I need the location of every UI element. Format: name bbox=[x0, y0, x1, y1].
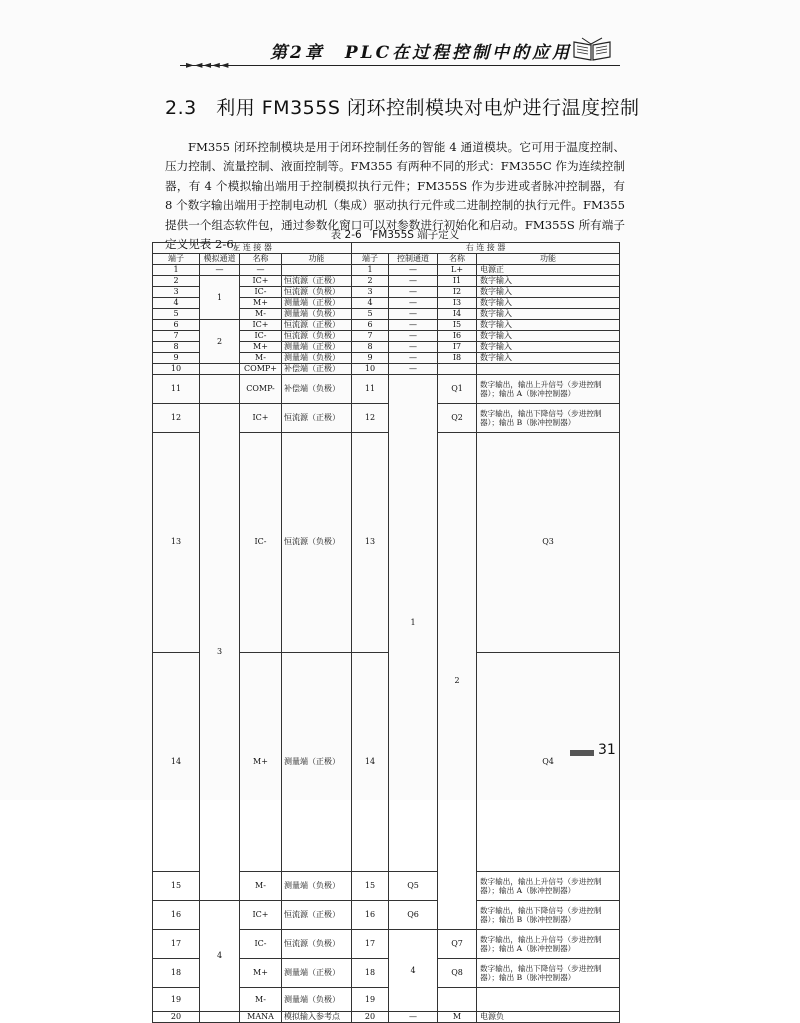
right-name-cell: I3 bbox=[438, 298, 477, 309]
right-control-channel-cell: — bbox=[389, 276, 438, 287]
right-control-channel-cell: — bbox=[389, 1012, 438, 1023]
left-function-cell: 恒流源（负极） bbox=[282, 433, 352, 653]
table-row bbox=[153, 901, 620, 930]
col-header-function: 功能 bbox=[477, 254, 620, 265]
right-name-cell: I7 bbox=[438, 342, 477, 353]
right-pin-cell: 19 bbox=[352, 988, 389, 1012]
right-name-cell: I8 bbox=[438, 353, 477, 364]
col-header-analog-channel: 模拟通道 bbox=[200, 254, 240, 265]
left-name-cell: M- bbox=[240, 988, 282, 1012]
left-connector-header: 左 连 接 器 bbox=[153, 243, 352, 254]
right-control-channel-cell: — bbox=[389, 309, 438, 320]
left-name-cell: IC+ bbox=[240, 404, 282, 433]
left-analog-channel-cell: 4 bbox=[200, 901, 240, 1012]
left-function-cell: 测量端（正极） bbox=[282, 652, 352, 872]
right-name-cell: Q6 bbox=[389, 901, 438, 930]
right-function-cell: 数字输入 bbox=[477, 276, 620, 287]
left-analog-channel-cell bbox=[200, 375, 240, 404]
table-row bbox=[153, 404, 620, 433]
pin-definition-table bbox=[152, 242, 620, 1023]
right-function-cell: 数字输入 bbox=[477, 298, 620, 309]
left-pin-cell: 15 bbox=[153, 872, 200, 901]
right-pin-cell: 6 bbox=[352, 320, 389, 331]
table-row bbox=[153, 276, 620, 287]
right-name-cell: Q7 bbox=[438, 930, 477, 959]
left-pin-cell: 20 bbox=[153, 1012, 200, 1023]
left-analog-channel-cell bbox=[200, 1012, 240, 1023]
right-pin-cell: 17 bbox=[352, 930, 389, 959]
table-row bbox=[153, 364, 620, 375]
left-function-cell: 补偿端（正极） bbox=[282, 364, 352, 375]
right-name-cell: Q2 bbox=[438, 404, 477, 433]
right-control-channel-cell: 2 bbox=[438, 433, 477, 930]
left-pin-cell: 3 bbox=[153, 287, 200, 298]
left-function-cell: 恒流源（正极） bbox=[282, 404, 352, 433]
left-name-cell: IC+ bbox=[240, 276, 282, 287]
right-pin-cell: 8 bbox=[352, 342, 389, 353]
running-header bbox=[180, 38, 620, 62]
right-pin-cell: 2 bbox=[352, 276, 389, 287]
left-function-cell bbox=[282, 265, 352, 276]
page-number-bar bbox=[570, 750, 594, 756]
left-function-cell: 测量端（负极） bbox=[282, 309, 352, 320]
left-analog-channel-cell: — bbox=[200, 265, 240, 276]
table-row bbox=[153, 265, 620, 276]
left-name-cell: — bbox=[240, 265, 282, 276]
left-name-cell: M+ bbox=[240, 342, 282, 353]
right-function-cell: 电源负 bbox=[477, 1012, 620, 1023]
right-pin-cell: 20 bbox=[352, 1012, 389, 1023]
col-header-name: 名称 bbox=[240, 254, 282, 265]
right-function-cell: 数字输入 bbox=[477, 309, 620, 320]
right-name-cell: Q1 bbox=[438, 375, 477, 404]
right-output-description-cell: 数字输出，输出下降信号（步进控制器）；输出 B（脉冲控制器） bbox=[477, 959, 620, 988]
left-function-cell: 恒流源（负极） bbox=[282, 331, 352, 342]
left-pin-cell: 11 bbox=[153, 375, 200, 404]
right-name-cell bbox=[438, 988, 477, 1012]
left-name-cell: IC+ bbox=[240, 320, 282, 331]
table-row bbox=[153, 1012, 620, 1023]
left-name-cell: MANA bbox=[240, 1012, 282, 1023]
right-pin-cell: 1 bbox=[352, 265, 389, 276]
right-connector-header: 右 连 接 器 bbox=[352, 243, 620, 254]
right-control-channel-cell: — bbox=[389, 353, 438, 364]
right-name-cell: L+ bbox=[438, 265, 477, 276]
left-pin-cell: 16 bbox=[153, 901, 200, 930]
left-pin-cell: 9 bbox=[153, 353, 200, 364]
right-control-channel-cell: — bbox=[389, 320, 438, 331]
right-output-description-cell: 数字输出，输出上升信号（步进控制器）；输出 A（脉冲控制器） bbox=[477, 375, 620, 404]
table-row bbox=[153, 375, 620, 404]
left-function-cell: 测量端（负极） bbox=[282, 988, 352, 1012]
header-rule bbox=[180, 65, 620, 66]
right-name-cell: I4 bbox=[438, 309, 477, 320]
left-name-cell: M- bbox=[240, 309, 282, 320]
right-function-cell: 数字输入 bbox=[477, 287, 620, 298]
left-pin-cell: 5 bbox=[153, 309, 200, 320]
col-header-function: 功能 bbox=[282, 254, 352, 265]
left-pin-cell: 2 bbox=[153, 276, 200, 287]
left-pin-cell: 6 bbox=[153, 320, 200, 331]
left-pin-cell: 13 bbox=[153, 433, 200, 653]
right-pin-cell: 3 bbox=[352, 287, 389, 298]
left-name-cell: IC+ bbox=[240, 901, 282, 930]
column-header-row bbox=[153, 254, 620, 265]
right-control-channel-cell: — bbox=[389, 287, 438, 298]
right-pin-cell: 15 bbox=[352, 872, 389, 901]
left-analog-channel-cell: 3 bbox=[200, 404, 240, 901]
right-name-cell: I1 bbox=[438, 276, 477, 287]
right-function-cell bbox=[477, 364, 620, 375]
left-pin-cell: 1 bbox=[153, 265, 200, 276]
right-control-channel-cell: 1 bbox=[389, 375, 438, 872]
left-analog-channel-cell: 1 bbox=[200, 276, 240, 320]
right-pin-cell: 9 bbox=[352, 353, 389, 364]
left-function-cell: 测量端（负极） bbox=[282, 872, 352, 901]
right-pin-cell: 14 bbox=[352, 652, 389, 872]
right-function-cell: 数字输入 bbox=[477, 342, 620, 353]
right-name-cell: I2 bbox=[438, 287, 477, 298]
col-header-control-channel: 控制通道 bbox=[389, 254, 438, 265]
left-function-cell: 恒流源（正极） bbox=[282, 320, 352, 331]
left-function-cell: 测量端（正极） bbox=[282, 342, 352, 353]
right-control-channel-cell: — bbox=[389, 331, 438, 342]
col-header-pin: 端子 bbox=[352, 254, 389, 265]
left-function-cell: 恒流源（正极） bbox=[282, 901, 352, 930]
col-header-pin: 端子 bbox=[153, 254, 200, 265]
left-function-cell: 测量端（负极） bbox=[282, 353, 352, 364]
right-name-cell: Q3 bbox=[477, 433, 620, 653]
left-function-cell: 模拟输入参考点 bbox=[282, 1012, 352, 1023]
left-name-cell: COMP- bbox=[240, 375, 282, 404]
left-name-cell: IC- bbox=[240, 331, 282, 342]
left-pin-cell: 18 bbox=[153, 959, 200, 988]
left-name-cell: M+ bbox=[240, 298, 282, 309]
left-pin-cell: 14 bbox=[153, 652, 200, 872]
group-header-row bbox=[153, 243, 620, 254]
right-function-cell bbox=[477, 988, 620, 1012]
left-name-cell: M- bbox=[240, 353, 282, 364]
right-output-description-cell: 数字输出，输出上升信号（步进控制器）；输出 A（脉冲控制器） bbox=[477, 872, 620, 901]
right-pin-cell: 7 bbox=[352, 331, 389, 342]
right-pin-cell: 18 bbox=[352, 959, 389, 988]
right-control-channel-cell: — bbox=[389, 298, 438, 309]
right-name-cell: Q5 bbox=[389, 872, 438, 901]
right-control-channel-cell: — bbox=[389, 265, 438, 276]
right-function-cell: 电源正 bbox=[477, 265, 620, 276]
right-name-cell: Q4 bbox=[477, 652, 620, 872]
left-function-cell: 恒流源（负极） bbox=[282, 287, 352, 298]
right-name-cell bbox=[438, 364, 477, 375]
page-number-text: 31 bbox=[598, 742, 616, 758]
left-analog-channel-cell: 2 bbox=[200, 320, 240, 364]
left-pin-cell: 19 bbox=[153, 988, 200, 1012]
right-pin-cell: 13 bbox=[352, 433, 389, 653]
left-pin-cell: 10 bbox=[153, 364, 200, 375]
table-row bbox=[153, 320, 620, 331]
right-name-cell: I6 bbox=[438, 331, 477, 342]
right-function-cell: 数字输入 bbox=[477, 331, 620, 342]
right-name-cell: Q8 bbox=[438, 959, 477, 988]
right-output-description-cell: 数字输出，输出上升信号（步进控制器）；输出 A（脉冲控制器） bbox=[477, 930, 620, 959]
left-function-cell: 恒流源（正极） bbox=[282, 276, 352, 287]
right-output-description-cell: 数字输出，输出下降信号（步进控制器）；输出 B（脉冲控制器） bbox=[477, 901, 620, 930]
left-name-cell: M- bbox=[240, 872, 282, 901]
table-caption: 表 2-6 FM355S 端子定义 bbox=[330, 229, 460, 241]
left-name-cell: IC- bbox=[240, 287, 282, 298]
left-name-cell: COMP+ bbox=[240, 364, 282, 375]
left-name-cell: IC- bbox=[240, 433, 282, 653]
col-header-name: 名称 bbox=[438, 254, 477, 265]
right-pin-cell: 4 bbox=[352, 298, 389, 309]
right-control-channel-cell: — bbox=[389, 364, 438, 375]
left-pin-cell: 12 bbox=[153, 404, 200, 433]
open-book-icon bbox=[572, 36, 612, 62]
right-pin-cell: 10 bbox=[352, 364, 389, 375]
left-name-cell: M+ bbox=[240, 959, 282, 988]
left-name-cell: IC- bbox=[240, 930, 282, 959]
left-function-cell: 恒流源（负极） bbox=[282, 930, 352, 959]
right-function-cell: 数字输入 bbox=[477, 353, 620, 364]
right-pin-cell: 12 bbox=[352, 404, 389, 433]
page-number bbox=[570, 744, 630, 762]
right-output-description-cell: 数字输出，输出下降信号（步进控制器）；输出 B（脉冲控制器） bbox=[477, 404, 620, 433]
right-pin-cell: 11 bbox=[352, 375, 389, 404]
right-control-channel-cell: — bbox=[389, 342, 438, 353]
chapter-title: 第2章 PLC在过程控制中的应用 bbox=[270, 43, 573, 63]
left-name-cell: M+ bbox=[240, 652, 282, 872]
left-analog-channel-cell bbox=[200, 364, 240, 375]
right-name-cell: I5 bbox=[438, 320, 477, 331]
body-paragraph: FM355 闭环控制模块是用于闭环控制任务的智能 4 通道模块。它可用于温度控制、压力控制、流量控制、液面控制等。FM355 有两种不同的形式：FM355C 作为连续控制器，有 4 个模拟输出端用于控制模拟执行元件；FM355S 作为步进或者脉冲控制器，有 8 个数字输出端用于控制电动机（集成）驱动执行元件或二进制控制的执行元件。FM355 提供一个组态软件包，通过参数化窗口可以对参数进行初始化和启动。FM355S 所有端子定义见表 2-6。 bbox=[165, 139, 625, 252]
right-name-cell: M bbox=[438, 1012, 477, 1023]
left-pin-cell: 8 bbox=[153, 342, 200, 353]
section-title: 2.3 利用 FM355S 闭环控制模块对电炉进行温度控制 bbox=[165, 97, 640, 119]
right-function-cell: 数字输入 bbox=[477, 320, 620, 331]
left-pin-cell: 17 bbox=[153, 930, 200, 959]
left-function-cell: 测量端（正极） bbox=[282, 298, 352, 309]
right-pin-cell: 16 bbox=[352, 901, 389, 930]
right-control-channel-cell: 4 bbox=[389, 930, 438, 1012]
left-pin-cell: 4 bbox=[153, 298, 200, 309]
left-function-cell: 测量端（正极） bbox=[282, 959, 352, 988]
left-function-cell: 补偿端（负极） bbox=[282, 375, 352, 404]
left-pin-cell: 7 bbox=[153, 331, 200, 342]
right-pin-cell: 5 bbox=[352, 309, 389, 320]
